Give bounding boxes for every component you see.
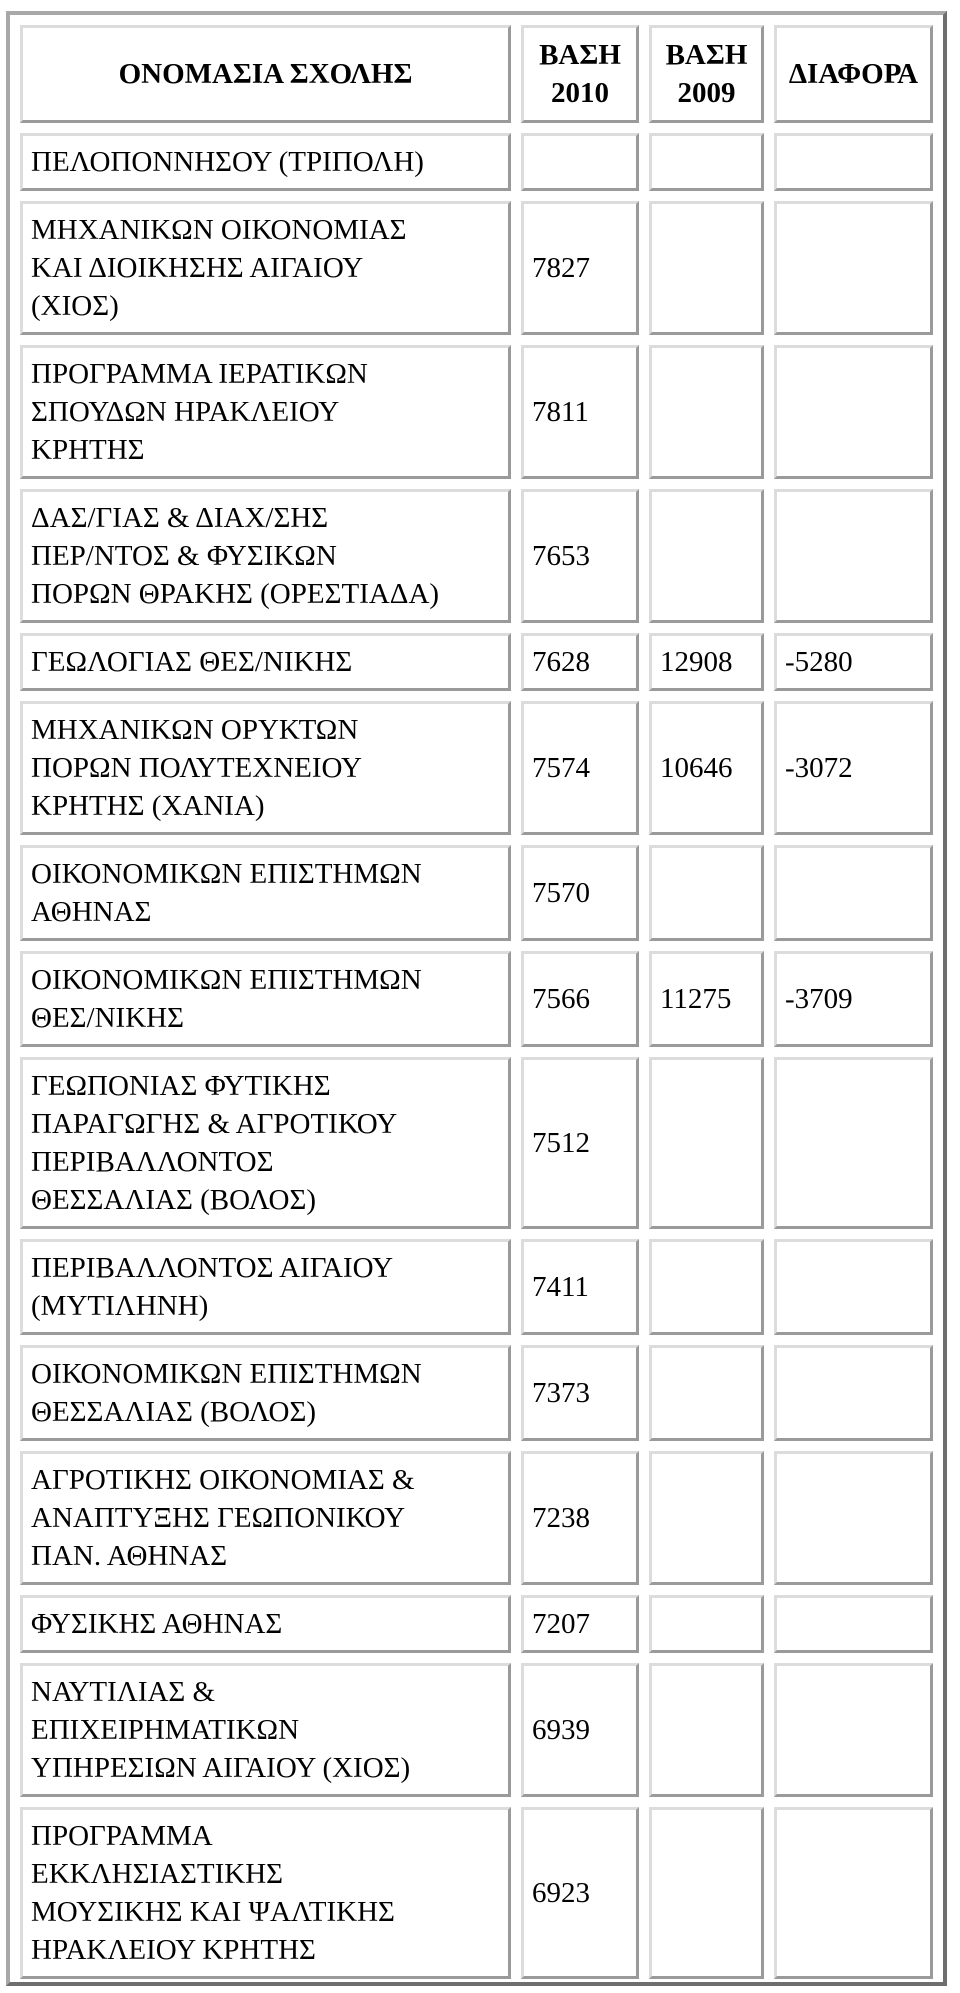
school-name-line: ΠΕΡ/ΝΤΟΣ & ΦΥΣΙΚΩΝ [31, 540, 337, 572]
school-name-line: ΠΕΛΟΠΟΝΝΗΣΟΥ (ΤΡΙΠΟΛΗ) [31, 146, 424, 178]
school-name-line: (ΧΙΟΣ) [31, 290, 119, 322]
base-2010-cell: 7574 [521, 701, 639, 835]
table-row [20, 633, 933, 691]
base-2010-cell: 7811 [521, 345, 639, 479]
school-name-line: ΠΡΟΓΡΑΜΜΑ ΙΕΡΑΤΙΚΩΝ [31, 358, 368, 390]
base-2009-cell [649, 345, 764, 479]
school-name-cell [20, 1663, 511, 1797]
school-name-line: ΟΙΚΟΝΟΜΙΚΩΝ ΕΠΙΣΤΗΜΩΝ [31, 1358, 422, 1390]
difference-cell: -3072 [774, 701, 933, 835]
school-name-line: ΠΕΡΙΒΑΛΛΟΝΤΟΣ [31, 1146, 274, 1178]
school-name-line: ΑΓΡΟΤΙΚΗΣ ΟΙΚΟΝΟΜΙΑΣ & [31, 1464, 415, 1496]
school-name-line: ΚΑΙ ΔΙΟΙΚΗΣΗΣ ΑΙΓΑΙΟΥ [31, 252, 364, 284]
difference-cell [774, 1451, 933, 1585]
school-name-line: ΓΕΩΛΟΓΙΑΣ ΘΕΣ/ΝΙΚΗΣ [31, 646, 353, 678]
school-name-cell [20, 1057, 511, 1229]
school-name-line: ΜΗΧΑΝΙΚΩΝ ΟΡΥΚΤΩΝ [31, 714, 359, 746]
difference-cell [774, 845, 933, 941]
base-2010-cell: 6923 [521, 1807, 639, 1979]
table-body [20, 133, 933, 1979]
difference-cell [774, 1663, 933, 1797]
table-row [20, 1239, 933, 1335]
header-base-2009-year: 2009 [677, 77, 736, 109]
school-name-cell [20, 701, 511, 835]
header-base-2009 [649, 25, 764, 123]
school-name-cell [20, 633, 511, 691]
difference-cell [774, 1345, 933, 1441]
school-name-line: ΕΚΚΛΗΣΙΑΣΤΙΚΗΣ [31, 1858, 284, 1890]
difference-cell: -3709 [774, 951, 933, 1047]
school-name-line: ΟΙΚΟΝΟΜΙΚΩΝ ΕΠΙΣΤΗΜΩΝ [31, 964, 422, 996]
header-base-2009-line: ΒΑΣΗ [665, 39, 748, 71]
base-2009-cell [649, 1451, 764, 1585]
difference-cell [774, 1239, 933, 1335]
school-name-cell [20, 1239, 511, 1335]
base-2009-cell: 12908 [649, 633, 764, 691]
table-row [20, 951, 933, 1047]
school-name-cell [20, 1451, 511, 1585]
difference-cell [774, 1807, 933, 1979]
school-name-line: ΝΑΥΤΙΛΙΑΣ & [31, 1676, 216, 1708]
base-2010-cell: 7411 [521, 1239, 639, 1335]
school-name-line: ΕΠΙΧΕΙΡΗΜΑΤΙΚΩΝ [31, 1714, 300, 1746]
table-row [20, 701, 933, 835]
school-name-line: ΠΟΡΩΝ ΠΟΛΥΤΕΧΝΕΙΟΥ [31, 752, 362, 784]
table-row [20, 1595, 933, 1653]
base-2010-cell: 7238 [521, 1451, 639, 1585]
school-name-line: ΜΗΧΑΝΙΚΩΝ ΟΙΚΟΝΟΜΙΑΣ [31, 214, 407, 246]
base-2009-cell [649, 1807, 764, 1979]
difference-cell [774, 345, 933, 479]
table-row [20, 1345, 933, 1441]
school-name-line: ΥΠΗΡΕΣΙΩΝ ΑΙΓΑΙΟΥ (ΧΙΟΣ) [31, 1752, 411, 1784]
table-row [20, 1057, 933, 1229]
school-name-line: ΔΑΣ/ΓΙΑΣ & ΔΙΑΧ/ΣΗΣ [31, 502, 329, 534]
school-name-line: ΠΑΝ. ΑΘΗΝΑΣ [31, 1540, 228, 1572]
base-2009-cell [649, 1663, 764, 1797]
base-2010-cell: 7207 [521, 1595, 639, 1653]
base-2009-cell [649, 1345, 764, 1441]
base-2009-cell: 10646 [649, 701, 764, 835]
school-name-line: ΟΙΚΟΝΟΜΙΚΩΝ ΕΠΙΣΤΗΜΩΝ [31, 858, 422, 890]
school-name-line: ΠΑΡΑΓΩΓΗΣ & ΑΓΡΟΤΙΚΟΥ [31, 1108, 398, 1140]
school-name-line: ΑΝΑΠΤΥΞΗΣ ΓΕΩΠΟΝΙΚΟΥ [31, 1502, 406, 1534]
table-row [20, 845, 933, 941]
base-2009-cell [649, 1239, 764, 1335]
base-2010-cell: 7827 [521, 201, 639, 335]
difference-cell [774, 133, 933, 191]
school-name-line: ΘΕΣΣΑΛΙΑΣ (ΒΟΛΟΣ) [31, 1396, 316, 1428]
difference-cell [774, 489, 933, 623]
base-2009-cell [649, 845, 764, 941]
school-name-line: ΠΟΡΩΝ ΘΡΑΚΗΣ (ΟΡΕΣΤΙΑΔΑ) [31, 578, 440, 610]
header-base-2010-line: ΒΑΣΗ [539, 39, 621, 71]
base-2010-cell [521, 133, 639, 191]
base-2010-cell: 7628 [521, 633, 639, 691]
table-row [20, 345, 933, 479]
table-row [20, 133, 933, 191]
base-2009-cell [649, 1595, 764, 1653]
school-name-line: ΠΕΡΙΒΑΛΛΟΝΤΟΣ ΑΙΓΑΙΟΥ [31, 1252, 394, 1284]
school-name-line: ΓΕΩΠΟΝΙΑΣ ΦΥΤΙΚΗΣ [31, 1070, 331, 1102]
table-row [20, 489, 933, 623]
school-name-cell [20, 845, 511, 941]
base-2010-cell: 7566 [521, 951, 639, 1047]
base-2009-cell [649, 489, 764, 623]
base-2009-cell [649, 133, 764, 191]
header-base-2010 [521, 25, 639, 123]
difference-cell [774, 201, 933, 335]
base-2010-cell: 7373 [521, 1345, 639, 1441]
header-row [20, 25, 933, 123]
base-2009-cell: 11275 [649, 951, 764, 1047]
school-name-cell [20, 345, 511, 479]
base-2010-cell: 7512 [521, 1057, 639, 1229]
school-name-line: ΑΘΗΝΑΣ [31, 896, 152, 928]
school-name-cell [20, 1595, 511, 1653]
table-row [20, 1807, 933, 1979]
base-2009-cell [649, 1057, 764, 1229]
school-name-line: ΘΕΣΣΑΛΙΑΣ (ΒΟΛΟΣ) [31, 1184, 316, 1216]
school-name-cell [20, 489, 511, 623]
school-name-line: ΠΡΟΓΡΑΜΜΑ [31, 1820, 213, 1852]
base-2009-cell [649, 201, 764, 335]
base-2010-cell: 7570 [521, 845, 639, 941]
school-name-cell [20, 201, 511, 335]
school-name-line: ΚΡΗΤΗΣ [31, 434, 145, 466]
school-name-line: ΘΕΣ/ΝΙΚΗΣ [31, 1002, 184, 1034]
base-2010-cell: 6939 [521, 1663, 639, 1797]
header-school-name: ΟΝΟΜΑΣΙΑ ΣΧΟΛΗΣ [20, 25, 511, 123]
school-name-cell [20, 1345, 511, 1441]
school-name-line: ΗΡΑΚΛΕΙΟΥ ΚΡΗΤΗΣ [31, 1934, 316, 1966]
school-name-line: (ΜΥΤΙΛΗΝΗ) [31, 1290, 209, 1322]
base-2010-cell: 7653 [521, 489, 639, 623]
difference-cell [774, 1057, 933, 1229]
school-name-line: ΚΡΗΤΗΣ (ΧΑΝΙΑ) [31, 790, 265, 822]
admission-bases-table [10, 15, 943, 1989]
school-name-line: ΜΟΥΣΙΚΗΣ ΚΑΙ ΨΑΛΤΙΚΗΣ [31, 1896, 395, 1928]
school-name-line: ΦΥΣΙΚΗΣ ΑΘΗΝΑΣ [31, 1608, 283, 1640]
school-name-cell [20, 133, 511, 191]
difference-cell: -5280 [774, 633, 933, 691]
header-base-2010-year: 2010 [551, 77, 609, 109]
school-name-cell [20, 951, 511, 1047]
difference-cell [774, 1595, 933, 1653]
header-difference: ΔΙΑΦΟΡΑ [774, 25, 933, 123]
school-name-line: ΣΠΟΥΔΩΝ ΗΡΑΚΛΕΙΟΥ [31, 396, 340, 428]
school-name-cell [20, 1807, 511, 1979]
table-row [20, 201, 933, 335]
table-row [20, 1451, 933, 1585]
table-row [20, 1663, 933, 1797]
